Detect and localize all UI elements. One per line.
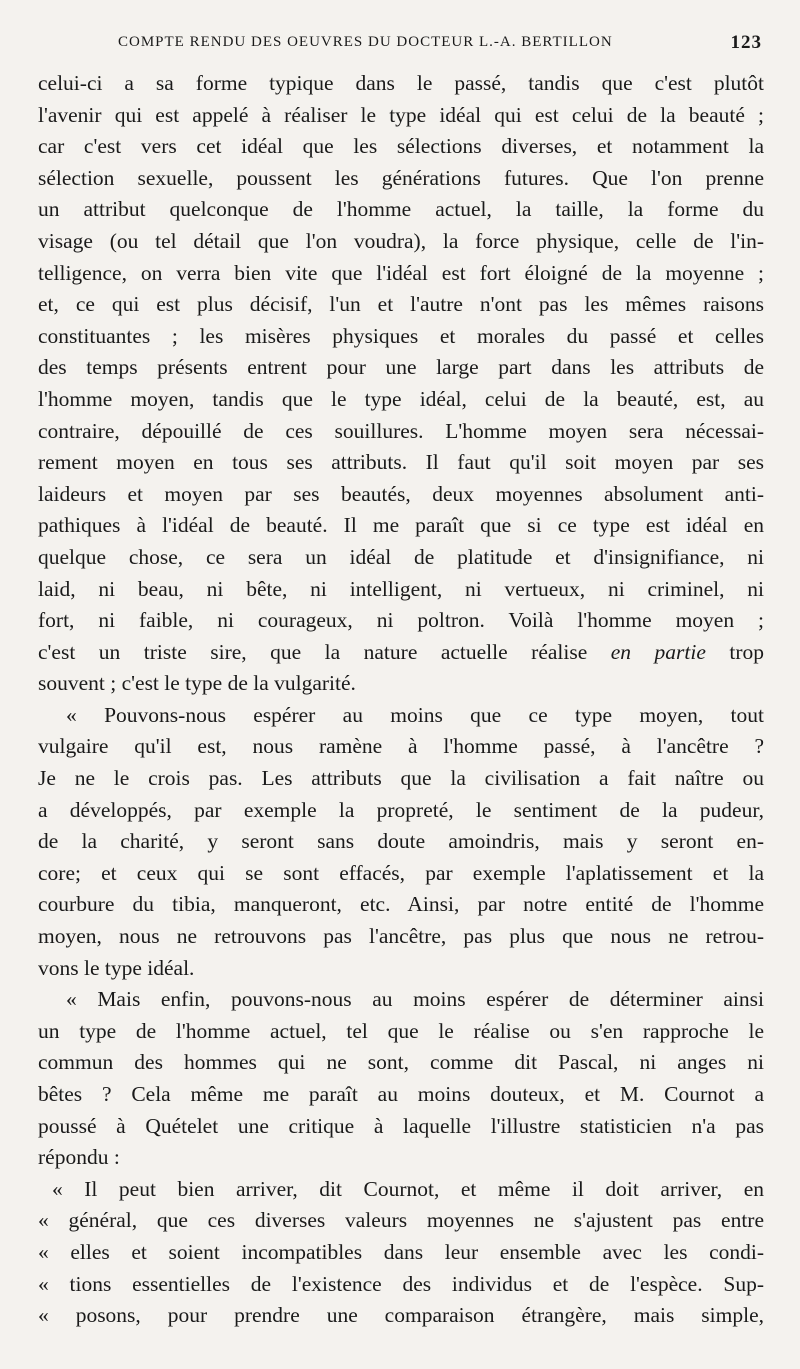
text-line: « posons, pour prendre une comparaison étrangère, mais simple,: [38, 1303, 764, 1328]
text-line: core; et ceux qui se sont effacés, par exemple l'aplatissement et la: [38, 860, 764, 885]
text-line: des temps présents entrent pour une large part dans les attributs de: [38, 355, 764, 380]
text-line: rement moyen en tous ses attributs. Il faut qu'il soit moyen par ses: [38, 450, 764, 475]
text-line: contraire, dépouillé de ces souillures. L'homme moyen sera nécessai-: [38, 418, 764, 443]
text-line: « tions essentielles de l'existence des individus et de l'espèce. Sup-: [38, 1271, 764, 1296]
text-line: constituantes ; les misères physiques et morales du passé et celles: [38, 323, 764, 348]
text-line: a développés, par exemple la propreté, le sentiment de la pudeur,: [38, 797, 764, 822]
page-number: 123: [730, 32, 762, 53]
text-line: moyen, nous ne retrouvons pas l'ancêtre, pas plus que nous ne retrou-: [38, 924, 764, 949]
text-line: sélection sexuelle, poussent les générations futures. Que l'on prenne: [38, 165, 764, 190]
text-line: quelque chose, ce sera un idéal de platitude et d'insignifiance, ni: [38, 544, 764, 569]
text-line: celui-ci a sa forme typique dans le passé, tandis que c'est plutôt: [38, 71, 764, 95]
text-line: vons le type idéal.: [38, 955, 195, 980]
text-line: courbure du tibia, manqueront, etc. Ainsi, par notre entité de l'homme: [38, 892, 764, 917]
text-line: vulgaire qu'il est, nous ramène à l'homme passé, à l'ancêtre ?: [38, 734, 764, 759]
text-line: laid, ni beau, ni bête, ni intelligent, ni vertueux, ni criminel, ni: [38, 576, 764, 601]
text-line: visage (ou tel détail que l'on voudra), la force physique, celle de l'in-: [38, 228, 764, 253]
text-segment: trop: [705, 639, 764, 664]
text-line: Je ne le crois pas. Les attributs que la civilisation a fait naître ou: [38, 766, 764, 791]
text-line: pathiques à l'idéal de beauté. Il me paraît que si ce type est idéal en: [38, 513, 764, 538]
text-segment: c'est un triste sire, que la nature actuelle réalise: [38, 639, 611, 664]
text-line: répondu :: [38, 1145, 120, 1170]
text-line: laideurs et moyen par ses beautés, deux moyennes absolument anti-: [38, 481, 764, 506]
text-line: « Mais enfin, pouvons-nous au moins espérer de déterminer ainsi: [66, 987, 764, 1012]
text-line: un attribut quelconque de l'homme actuel, la taille, la forme du: [38, 197, 764, 222]
text-line: « général, que ces diverses valeurs moyennes ne s'ajustent pas entre: [38, 1208, 764, 1233]
text-line: commun des hommes qui ne sont, comme dit Pascal, ni anges ni: [38, 1050, 764, 1075]
text-line: fort, ni faible, ni courageux, ni poltron. Voilà l'homme moyen ;: [38, 608, 764, 633]
text-line: poussé à Quételet une critique à laquelle l'illustre statisticien n'a pas: [38, 1113, 764, 1138]
text-line: et, ce qui est plus décisif, l'un et l'autre n'ont pas les mêmes raisons: [38, 292, 764, 317]
text-line: l'homme moyen, tandis que le type idéal, celui de la beauté, est, au: [38, 386, 764, 411]
text-line: un type de l'homme actuel, tel que le réalise ou s'en rapproche le: [38, 1018, 764, 1043]
running-head: [38, 28, 764, 68]
text-line: « Il peut bien arriver, dit Cournot, et même il doit arriver, en: [52, 1176, 764, 1201]
text-line: l'avenir qui est appelé à réaliser le type idéal qui est celui de la beauté ;: [38, 102, 764, 127]
emphasis-text: en partie: [610, 639, 706, 664]
text-line: « Pouvons-nous espérer au moins que ce type moyen, tout: [66, 702, 764, 727]
text-line: telligence, on verra bien vite que l'idéal est fort éloigné de la moyenne ;: [38, 260, 764, 285]
text-line: « elles et soient incompatibles dans leur ensemble avec les condi-: [38, 1239, 764, 1264]
text-line: [38, 637, 764, 669]
text-line: bêtes ? Cela même me paraît au moins douteux, et M. Cournot a: [38, 1082, 764, 1106]
text-line: de la charité, y seront sans doute amoindris, mais y seront en-: [38, 829, 764, 854]
body-text: [38, 68, 764, 1332]
running-title: COMPTE RENDU DES OEUVRES DU DOCTEUR L.-A. BERTILLON: [118, 34, 613, 50]
text-line: souvent ; c'est le type de la vulgarité.: [38, 671, 356, 696]
text-line: car c'est vers cet idéal que les sélections diverses, et notamment la: [38, 134, 764, 159]
